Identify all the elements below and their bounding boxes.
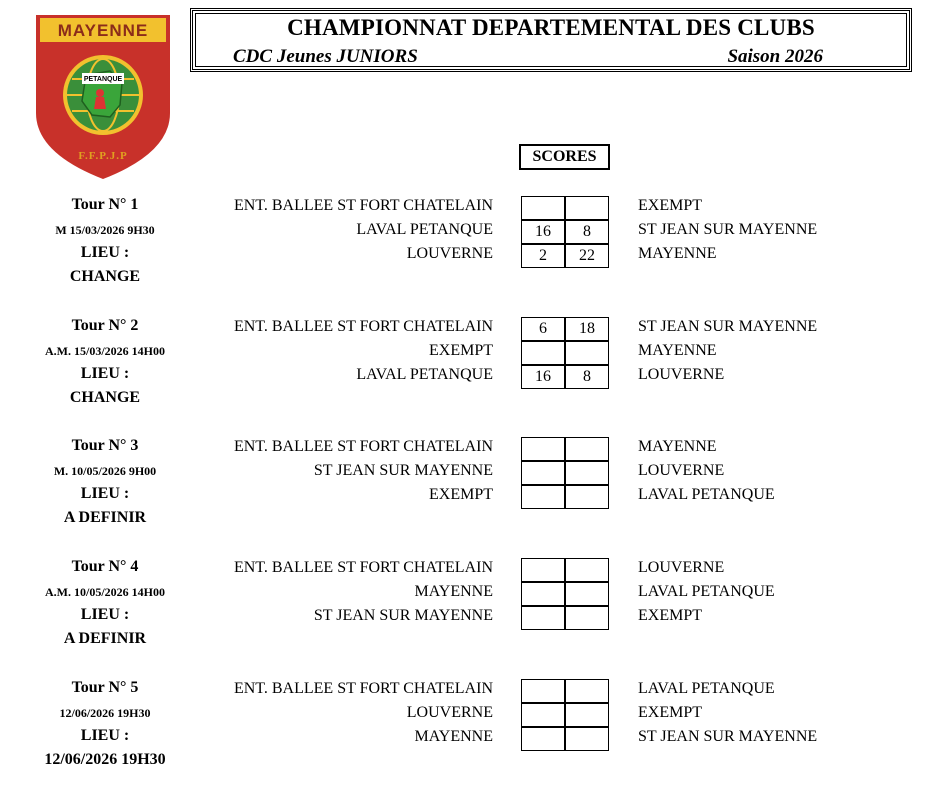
round-5 bbox=[0, 679, 927, 779]
home-team: MAYENNE bbox=[414, 583, 493, 600]
home-score-cell bbox=[521, 727, 565, 751]
away-score-cell: 18 bbox=[565, 317, 609, 341]
away-score-cell bbox=[565, 582, 609, 606]
away-score-cell: 8 bbox=[565, 365, 609, 389]
round-2 bbox=[0, 317, 927, 417]
away-score-cell bbox=[565, 485, 609, 509]
away-team: MAYENNE bbox=[638, 245, 717, 262]
away-team: LOUVERNE bbox=[638, 559, 725, 576]
away-team: LOUVERNE bbox=[638, 366, 725, 383]
away-team: MAYENNE bbox=[638, 342, 717, 359]
round-place: A DEFINIR bbox=[63, 630, 147, 647]
home-team: EXEMPT bbox=[429, 486, 493, 503]
home-team: ENT. BALLEE ST FORT CHATELAIN bbox=[233, 197, 493, 214]
away-team: ST JEAN SUR MAYENNE bbox=[638, 221, 818, 238]
away-score-cell bbox=[565, 606, 609, 630]
home-team: MAYENNE bbox=[414, 728, 493, 745]
round-1 bbox=[0, 196, 927, 296]
round-date: M. 10/05/2026 9H00 bbox=[53, 464, 157, 478]
round-place: CHANGE bbox=[69, 389, 141, 406]
home-team: LOUVERNE bbox=[406, 245, 493, 262]
round-date: A.M. 15/03/2026 14H00 bbox=[45, 344, 165, 358]
season-label: Saison 2026 bbox=[727, 46, 823, 67]
round-title: Tour N° 5 bbox=[71, 679, 139, 696]
home-team: LOUVERNE bbox=[406, 704, 493, 721]
away-score-cell bbox=[565, 679, 609, 703]
away-score-cell bbox=[565, 196, 609, 220]
match-row bbox=[0, 365, 927, 389]
round-place: 12/06/2026 19H30 bbox=[44, 751, 166, 768]
home-score-cell bbox=[521, 606, 565, 630]
home-score-cell bbox=[521, 703, 565, 727]
away-score-cell bbox=[565, 461, 609, 485]
away-team: LAVAL PETANQUE bbox=[638, 486, 775, 503]
lieu-label: LIEU : bbox=[80, 606, 130, 623]
home-team: ENT. BALLEE ST FORT CHATELAIN bbox=[233, 438, 493, 455]
match-row bbox=[0, 679, 927, 703]
home-score-cell bbox=[521, 558, 565, 582]
home-team: ENT. BALLEE ST FORT CHATELAIN bbox=[233, 680, 493, 697]
lieu-label: LIEU : bbox=[80, 727, 130, 744]
away-score-cell bbox=[565, 703, 609, 727]
away-team: EXEMPT bbox=[638, 607, 702, 624]
home-team: ST JEAN SUR MAYENNE bbox=[313, 607, 493, 624]
round-date: M 15/03/2026 9H30 bbox=[55, 223, 155, 237]
ffpjp-mayenne-logo bbox=[34, 13, 172, 181]
home-score-cell bbox=[521, 437, 565, 461]
round-3 bbox=[0, 437, 927, 537]
away-team: ST JEAN SUR MAYENNE bbox=[638, 728, 818, 745]
match-row bbox=[0, 196, 927, 220]
home-team: ENT. BALLEE ST FORT CHATELAIN bbox=[233, 559, 493, 576]
logo-mid-text: PETANQUE bbox=[83, 76, 123, 83]
page-title: CHAMPIONNAT DEPARTEMENTAL DES CLUBS bbox=[287, 15, 815, 40]
category-label: CDC Jeunes JUNIORS bbox=[233, 46, 418, 67]
home-score-cell bbox=[521, 679, 565, 703]
match-row bbox=[0, 558, 927, 582]
round-place: A DEFINIR bbox=[63, 509, 147, 526]
away-team: LOUVERNE bbox=[638, 462, 725, 479]
scores-header: SCORES bbox=[519, 144, 610, 170]
home-score-cell bbox=[521, 341, 565, 365]
round-date: A.M. 10/05/2026 14H00 bbox=[45, 585, 165, 599]
match-row bbox=[0, 703, 927, 727]
home-team: ENT. BALLEE ST FORT CHATELAIN bbox=[233, 318, 493, 335]
match-row bbox=[0, 485, 927, 509]
away-score-cell: 22 bbox=[565, 244, 609, 268]
round-place: CHANGE bbox=[69, 268, 141, 285]
home-score-cell: 16 bbox=[521, 220, 565, 244]
home-score-cell bbox=[521, 485, 565, 509]
home-team: ST JEAN SUR MAYENNE bbox=[313, 462, 493, 479]
home-score-cell: 16 bbox=[521, 365, 565, 389]
round-title: Tour N° 1 bbox=[71, 196, 139, 213]
match-row bbox=[0, 317, 927, 341]
lieu-label: LIEU : bbox=[80, 485, 130, 502]
round-title: Tour N° 3 bbox=[71, 437, 139, 454]
home-score-cell bbox=[521, 461, 565, 485]
away-team: EXEMPT bbox=[638, 197, 702, 214]
home-score-cell bbox=[521, 582, 565, 606]
round-title: Tour N° 4 bbox=[71, 558, 139, 575]
title-box bbox=[190, 8, 912, 72]
round-title: Tour N° 2 bbox=[71, 317, 139, 334]
home-score-cell: 6 bbox=[521, 317, 565, 341]
away-team: LAVAL PETANQUE bbox=[638, 680, 775, 697]
away-score-cell: 8 bbox=[565, 220, 609, 244]
match-row bbox=[0, 437, 927, 461]
away-team: LAVAL PETANQUE bbox=[638, 583, 775, 600]
match-row bbox=[0, 341, 927, 365]
away-team: EXEMPT bbox=[638, 704, 702, 721]
crest-icon bbox=[34, 13, 172, 181]
away-team: MAYENNE bbox=[638, 438, 717, 455]
match-row bbox=[0, 606, 927, 630]
home-score-cell: 2 bbox=[521, 244, 565, 268]
logo-bottom-text: F.F.P.J.P bbox=[78, 150, 128, 162]
match-row bbox=[0, 461, 927, 485]
away-team: ST JEAN SUR MAYENNE bbox=[638, 318, 818, 335]
home-team: LAVAL PETANQUE bbox=[356, 366, 493, 383]
match-row bbox=[0, 727, 927, 751]
round-date: 12/06/2026 19H30 bbox=[59, 706, 151, 720]
round-4 bbox=[0, 558, 927, 658]
away-score-cell bbox=[565, 727, 609, 751]
home-team: EXEMPT bbox=[429, 342, 493, 359]
lieu-label: LIEU : bbox=[80, 365, 130, 382]
away-score-cell bbox=[565, 437, 609, 461]
logo-top-text: MAYENNE bbox=[57, 21, 149, 40]
home-score-cell bbox=[521, 196, 565, 220]
away-score-cell bbox=[565, 341, 609, 365]
home-team: LAVAL PETANQUE bbox=[356, 221, 493, 238]
match-row bbox=[0, 220, 927, 244]
match-row bbox=[0, 582, 927, 606]
match-row bbox=[0, 244, 927, 268]
lieu-label: LIEU : bbox=[80, 244, 130, 261]
away-score-cell bbox=[565, 558, 609, 582]
